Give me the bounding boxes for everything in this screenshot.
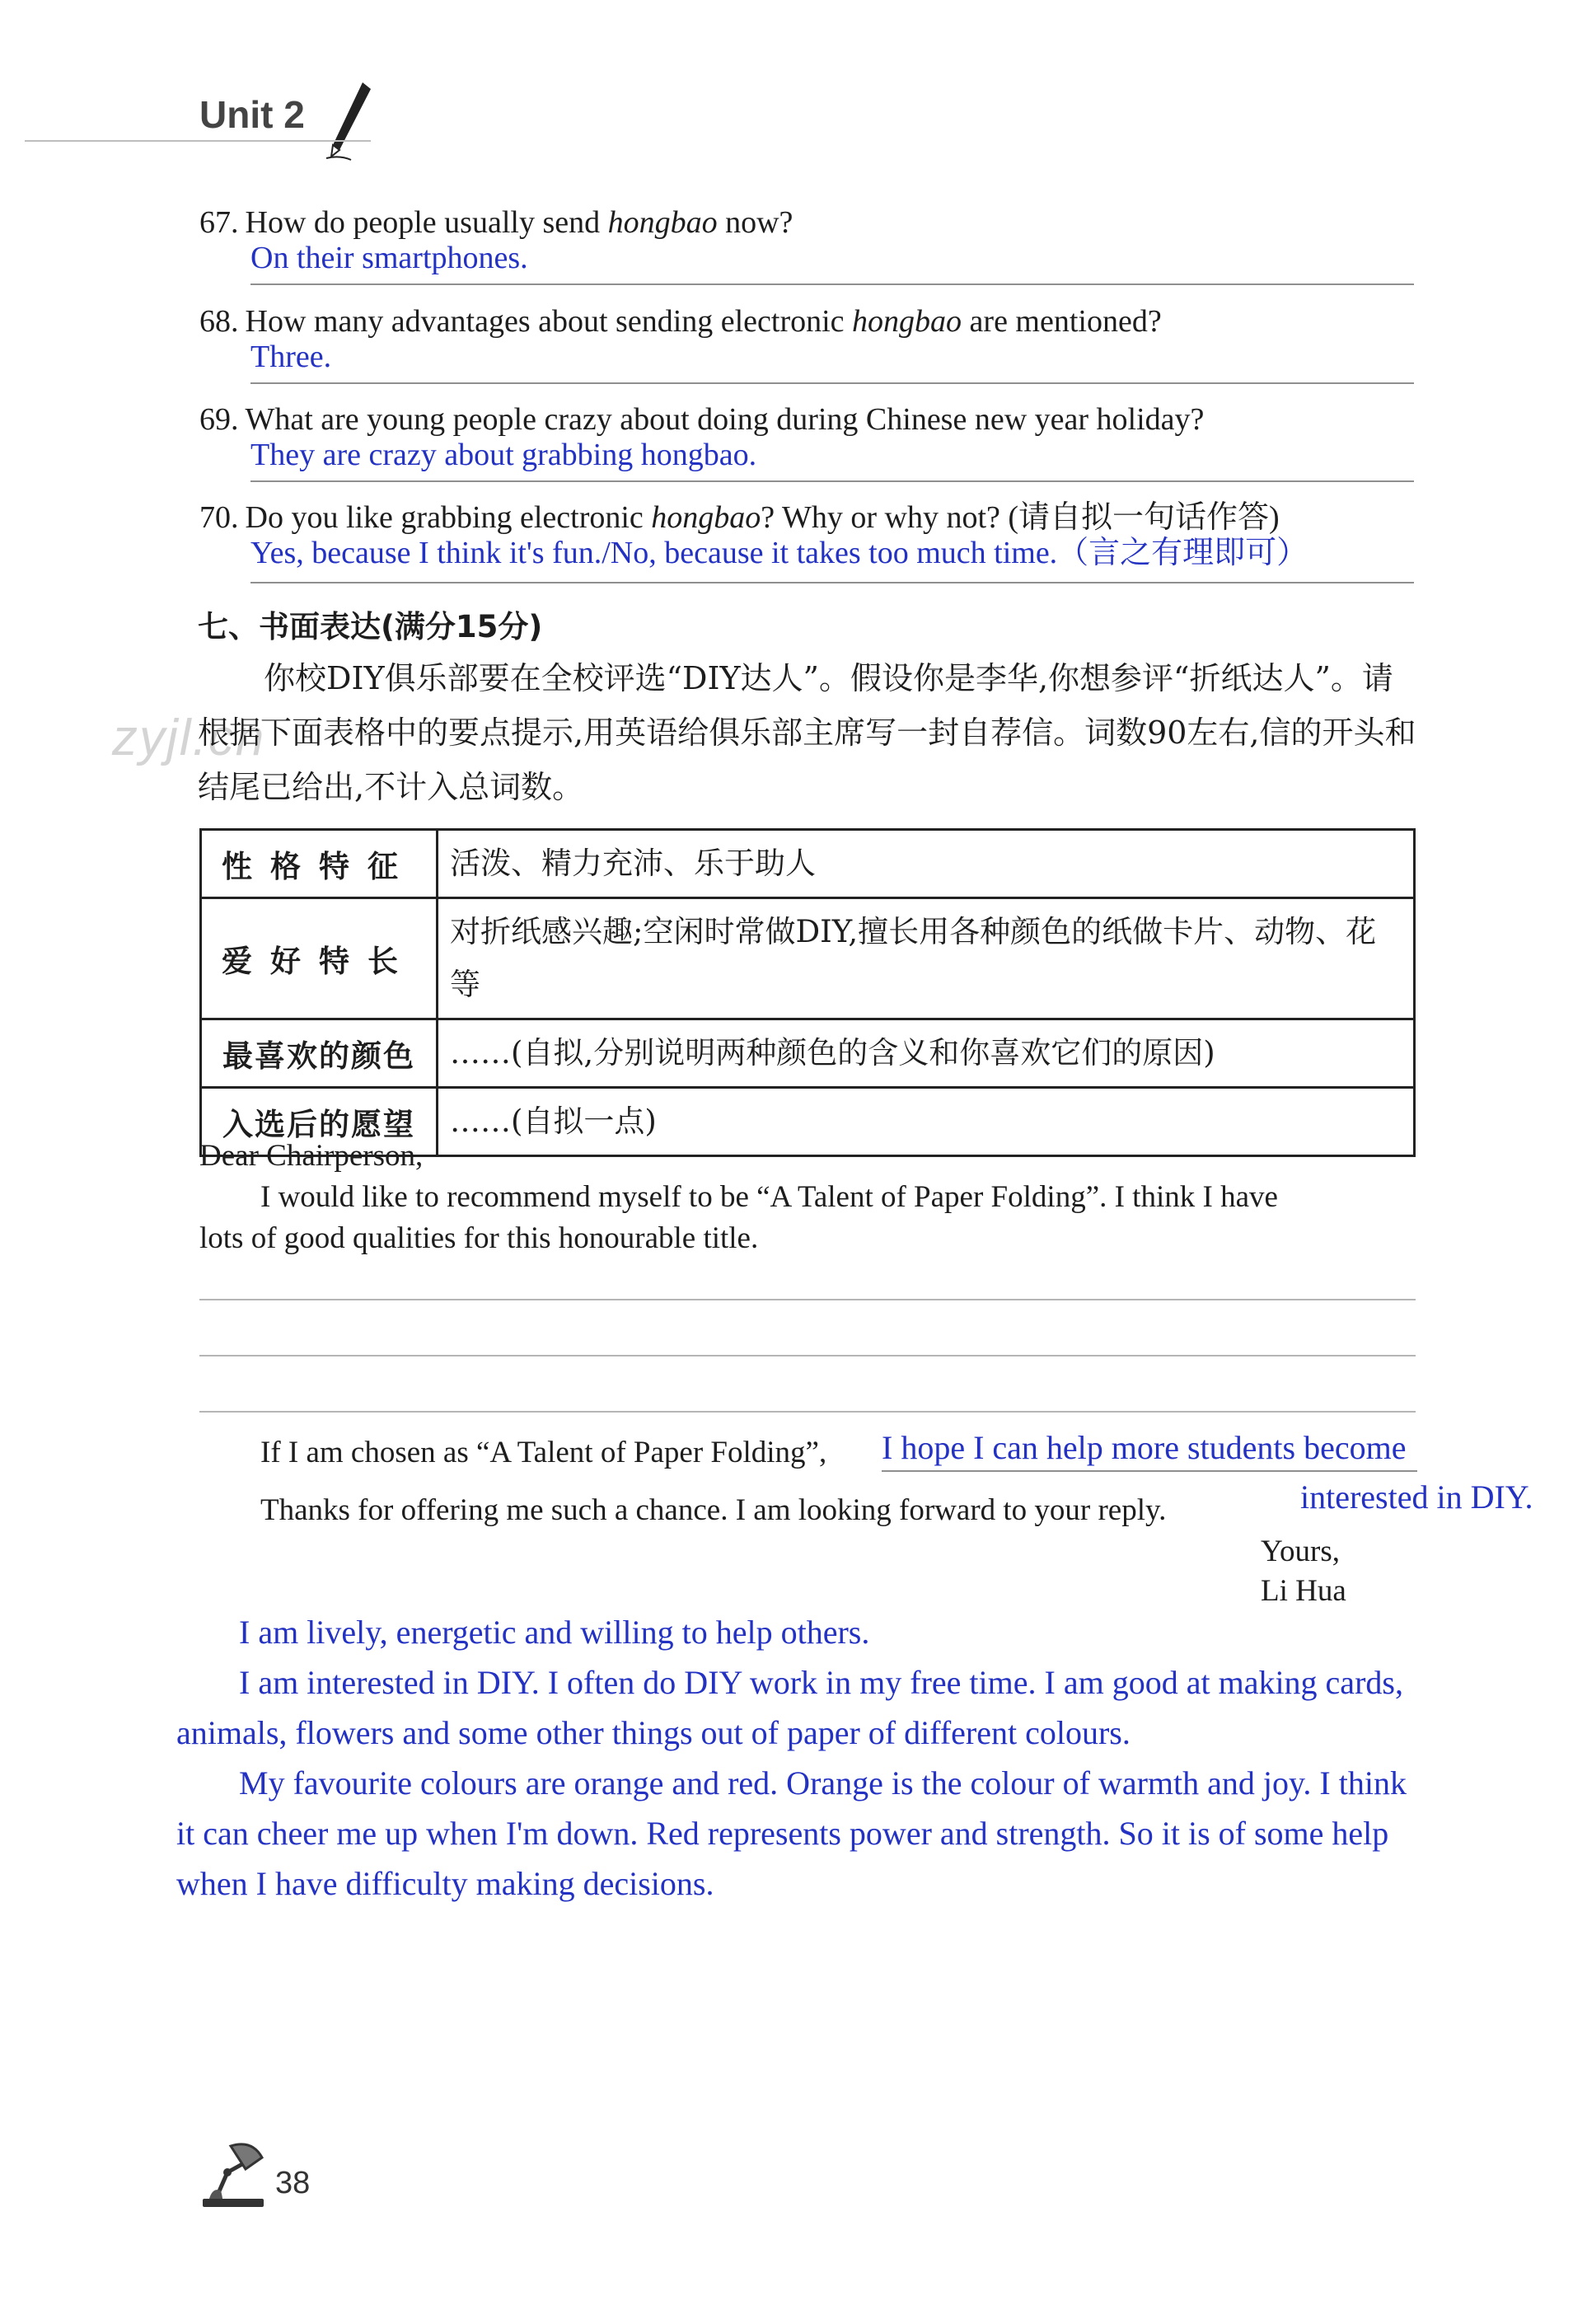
writing-line bbox=[199, 1299, 1416, 1300]
answer-text: They are crazy about grabbing hongbao. bbox=[250, 438, 757, 472]
answer-line bbox=[882, 1470, 1417, 1472]
prompt-table bbox=[199, 828, 1416, 1157]
page-number: 38 bbox=[275, 2166, 311, 2200]
question-text: 70. Do you like grabbing electronic hongbao? Why or why not? (请自拟一句话作答) bbox=[199, 500, 1280, 535]
question-text: 67. How do people usually send hongbao now? bbox=[199, 205, 794, 240]
table-row bbox=[201, 830, 1415, 898]
table-value: 对折纸感兴趣;空闲时常做DIY,擅长用各种颜色的纸做卡片、动物、花等 bbox=[438, 898, 1415, 1019]
question-69 bbox=[199, 401, 1419, 472]
table-head: 最喜欢的颜色 bbox=[201, 1019, 438, 1088]
writing-line bbox=[199, 1411, 1416, 1413]
letter-signature: Li Hua bbox=[1261, 1574, 1346, 1608]
table-row bbox=[201, 1019, 1415, 1088]
unit-title: Unit 2 bbox=[199, 93, 305, 136]
table-head: 爱好特长 bbox=[201, 898, 438, 1019]
section-title: 七、书面表达(满分15分) bbox=[198, 609, 543, 644]
letter-closing: Yours, bbox=[1261, 1534, 1340, 1568]
model-answer bbox=[176, 1607, 1429, 1909]
answer-line bbox=[250, 283, 1414, 285]
letter-chosen-answer-2: interested in DIY. bbox=[1300, 1478, 1533, 1516]
pen-icon bbox=[323, 79, 374, 162]
letter-chosen-answer-1: I hope I can help more students become bbox=[882, 1429, 1407, 1466]
letter-intro-line1: I would like to recommend myself to be “A Talent of Paper Folding”. I think I have bbox=[260, 1180, 1278, 1214]
table-row bbox=[201, 898, 1415, 1019]
question-text: 69. What are young people crazy about doing during Chinese new year holiday? bbox=[199, 402, 1205, 437]
table-head: 入选后的愿望 bbox=[201, 1088, 438, 1156]
question-text: 68. How many advantages about sending electronic hongbao are mentioned? bbox=[199, 304, 1162, 339]
answer-paragraph: I am lively, energetic and willing to help others. bbox=[239, 1614, 870, 1651]
question-70 bbox=[199, 499, 1419, 570]
lamp-icon bbox=[198, 2139, 272, 2210]
section-instruction: 你校DIY俱乐部要在全校评选“DIY达人”。假设你是李华,你想参评“折纸达人”。请根据下面表格中的要点提示,用英语给俱乐部主席写一封自荐信。词数90左右,信的开头和结尾已给出,不计入总词数。 bbox=[198, 660, 1416, 805]
table-value: 活泼、精力充沛、乐于助人 bbox=[438, 830, 1415, 898]
letter-greeting: Dear Chairperson, bbox=[199, 1139, 424, 1173]
table-value: ……(自拟,分别说明两种颜色的含义和你喜欢它们的原因) bbox=[438, 1019, 1415, 1088]
answer-paragraph: My favourite colours are orange and red. Orange is the colour of warmth and joy. I think it can cheer me up when I'm down. Red represents power and strength. So it is of some help when I have difficulty making decisions. bbox=[176, 1764, 1407, 1902]
question-68 bbox=[199, 303, 1419, 374]
question-67 bbox=[199, 204, 1419, 275]
answer-text: On their smartphones. bbox=[250, 241, 528, 275]
table-value: ……(自拟一点) bbox=[438, 1088, 1415, 1156]
watermark: zyjl.cn bbox=[112, 710, 266, 766]
writing-line bbox=[199, 1355, 1416, 1356]
answer-paragraph: I am interested in DIY. I often do DIY work in my free time. I am good at making cards, animals, flowers and some other things out of paper of different colours. bbox=[176, 1664, 1403, 1751]
header-rule bbox=[25, 140, 371, 142]
answer-line bbox=[250, 480, 1414, 482]
answer-line bbox=[250, 582, 1414, 583]
letter-intro-line2: lots of good qualities for this honourable title. bbox=[199, 1221, 759, 1255]
answer-line bbox=[250, 382, 1414, 384]
answer-text: Three. bbox=[250, 340, 332, 374]
letter-chosen-prefix: If I am chosen as “A Talent of Paper Folding”, bbox=[260, 1436, 827, 1469]
table-head: 性格特征 bbox=[201, 830, 438, 898]
letter-thanks: Thanks for offering me such a chance. I am looking forward to your reply. bbox=[260, 1493, 1167, 1527]
answer-text: Yes, because I think it's fun./No, because it takes too much time.（言之有理即可） bbox=[250, 536, 1308, 570]
